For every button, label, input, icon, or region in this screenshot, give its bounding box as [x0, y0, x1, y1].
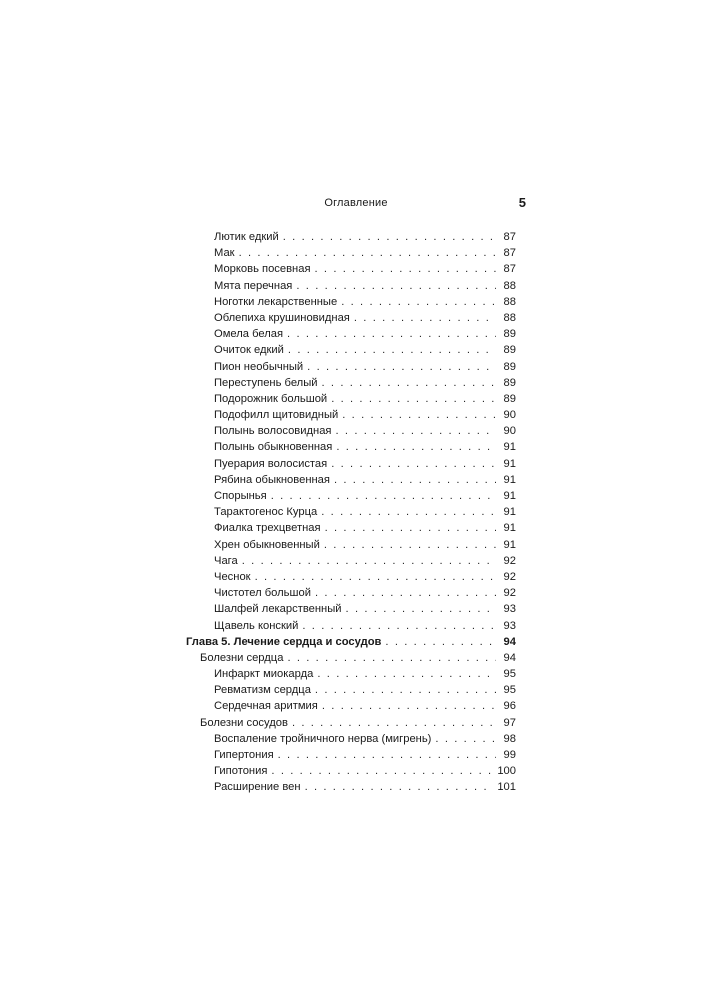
toc-entry-title: Мята перечная: [214, 279, 293, 292]
toc-entry-page: 96: [503, 700, 516, 713]
toc-entry-page: 92: [503, 587, 516, 600]
toc-entry-page: 95: [503, 684, 516, 697]
toc-entry-title: Расширение вен: [214, 781, 301, 794]
toc-item-entry: [186, 423, 516, 439]
header-page-number: 5: [518, 195, 526, 210]
toc-entry-title: Подорожник большой: [214, 392, 328, 405]
toc-entry-title: Переступень белый: [214, 376, 318, 389]
toc-entry-page: 100: [497, 765, 516, 778]
toc-entry-title: Ноготки лекарственные: [214, 295, 338, 308]
dot-leader: [317, 666, 496, 682]
toc-entry-page: 91: [503, 522, 516, 535]
dot-leader: [287, 650, 496, 666]
toc-entry-page: 88: [503, 279, 516, 292]
toc-entry-title: Фиалка трехцветная: [214, 522, 321, 535]
toc-entry-page: 101: [497, 781, 516, 794]
dot-leader: [302, 618, 496, 634]
toc-entry-page: 91: [503, 441, 516, 454]
toc-entry-page: 91: [503, 473, 516, 486]
toc-entry-page: 93: [503, 603, 516, 616]
toc-item-entry: [186, 294, 516, 310]
toc-item-entry: [186, 682, 516, 698]
toc-item-entry: [186, 763, 516, 779]
toc-item-entry: [186, 488, 516, 504]
toc-item-entry: [186, 472, 516, 488]
toc-item-entry: [186, 698, 516, 714]
toc-entry-page: 87: [503, 247, 516, 260]
toc-entry-page: 88: [503, 311, 516, 324]
toc-item-entry: [186, 342, 516, 358]
toc-item-entry: [186, 504, 516, 520]
dot-leader: [271, 763, 493, 779]
toc-item-entry: [186, 245, 516, 261]
toc-entry-page: 89: [503, 344, 516, 357]
toc-entry-title: Гипотония: [214, 765, 268, 778]
dot-leader: [385, 634, 496, 650]
toc-item-entry: [186, 537, 516, 553]
toc-entry-page: 87: [503, 263, 516, 276]
toc-entry-page: 89: [503, 328, 516, 341]
toc-item-entry: [186, 553, 516, 569]
dot-leader: [307, 359, 496, 375]
dot-leader: [305, 779, 494, 795]
toc-entry-title: Полынь обыкновенная: [214, 441, 333, 454]
dot-leader: [283, 229, 496, 245]
toc-entry-title: Щавель конский: [214, 619, 299, 632]
toc-item-entry: [186, 261, 516, 277]
toc-entry-title: Морковь посевная: [214, 263, 311, 276]
dot-leader: [322, 698, 496, 714]
toc-entry-page: 97: [503, 716, 516, 729]
toc-item-entry: [186, 779, 516, 795]
dot-leader: [321, 504, 496, 520]
toc-entry-page: 94: [503, 635, 516, 648]
toc-entry-page: 90: [503, 425, 516, 438]
toc-entry-page: 91: [503, 506, 516, 519]
dot-leader: [324, 537, 496, 553]
toc-entry-title: Чистотел большой: [214, 587, 311, 600]
toc-entry-title: Болезни сосудов: [200, 716, 288, 729]
toc-entry-title: Спорынья: [214, 490, 267, 502]
toc-item-entry: [186, 391, 516, 407]
toc-item-entry: [186, 375, 516, 391]
toc-entry-title: Глава 5. Лечение сердца и сосудов: [186, 635, 382, 648]
toc-item-entry: [186, 618, 516, 634]
toc-entry-page: 89: [503, 376, 516, 389]
dot-leader: [242, 553, 496, 569]
dot-leader: [342, 407, 496, 423]
toc-entry-page: 87: [503, 231, 516, 243]
dot-leader: [271, 488, 496, 504]
toc-item-entry: [186, 585, 516, 601]
dot-leader: [435, 731, 496, 747]
toc-item-entry: [186, 520, 516, 536]
dot-leader: [239, 245, 496, 261]
dot-leader: [336, 439, 496, 455]
dot-leader: [331, 456, 496, 472]
toc-item-entry: [186, 439, 516, 455]
toc-item-entry: [186, 310, 516, 326]
running-header: [186, 195, 526, 215]
toc-entry-title: Инфаркт миокарда: [214, 668, 314, 681]
toc-entry-title: Чеснок: [214, 570, 251, 583]
toc-entry-title: Хрен обыкновенный: [214, 538, 320, 551]
toc-section-entry: [186, 650, 516, 666]
dot-leader: [296, 278, 496, 294]
toc-item-entry: [186, 456, 516, 472]
toc-item-entry: [186, 359, 516, 375]
dot-leader: [325, 520, 496, 536]
toc-entry-title: Ревматизм сердца: [214, 684, 311, 697]
toc-item-entry: [186, 747, 516, 763]
toc-entry-title: Мак: [214, 247, 235, 260]
toc-item-entry: [186, 229, 516, 245]
dot-leader: [354, 310, 496, 326]
toc-entry-page: 98: [503, 732, 516, 745]
toc-entry-page: 89: [503, 392, 516, 405]
toc-entry-page: 89: [503, 360, 516, 373]
toc-entry-title: Воспаление тройничного нерва (мигрень): [214, 732, 432, 745]
dot-leader: [288, 342, 496, 358]
toc-entry-title: Рябина обыкновенная: [214, 473, 330, 486]
toc-entry-page: 91: [503, 457, 516, 470]
dot-leader: [315, 261, 496, 277]
dot-leader: [315, 585, 496, 601]
toc-entry-title: Подофилл щитовидный: [214, 409, 339, 422]
dot-leader: [322, 375, 497, 391]
toc-entry-title: Лютик едкий: [214, 231, 279, 243]
toc-entry-title: Пион необычный: [214, 360, 304, 373]
dot-leader: [341, 294, 496, 310]
toc-entry-title: Облепиха крушиновидная: [214, 311, 350, 324]
dot-leader: [331, 391, 496, 407]
toc-entry-page: 94: [503, 651, 516, 664]
dot-leader: [287, 326, 496, 342]
toc-item-entry: [186, 278, 516, 294]
dot-leader: [334, 472, 496, 488]
toc-entry-title: Полынь волосовидная: [214, 425, 332, 438]
toc-entry-title: Шалфей лекарственный: [214, 603, 342, 616]
toc-entry-title: Тарактогенос Курца: [214, 506, 318, 519]
header-title: Оглавление: [324, 197, 388, 209]
toc-item-entry: [186, 407, 516, 423]
toc-item-entry: [186, 666, 516, 682]
dot-leader: [278, 747, 496, 763]
toc-item-entry: [186, 731, 516, 747]
toc-entry-title: Чага: [214, 554, 238, 567]
toc-entry-title: Сердечная аритмия: [214, 700, 318, 713]
toc-item-entry: [186, 326, 516, 342]
dot-leader: [346, 601, 496, 617]
toc-entry-page: 93: [503, 619, 516, 632]
toc-section-entry: [186, 715, 516, 731]
toc-entry-page: 91: [503, 490, 516, 502]
toc-entry-page: 95: [503, 668, 516, 681]
toc-item-entry: [186, 569, 516, 585]
dot-leader: [336, 423, 497, 439]
table-of-contents: [186, 229, 516, 796]
toc-entry-page: 88: [503, 295, 516, 308]
toc-entry-page: 92: [503, 554, 516, 567]
toc-entry-title: Омела белая: [214, 328, 284, 341]
toc-entry-page: 90: [503, 409, 516, 422]
toc-entry-title: Очиток едкий: [214, 344, 284, 357]
toc-entry-page: 92: [503, 570, 516, 583]
toc-chapter-entry: [186, 634, 516, 650]
toc-entry-title: Гипертония: [214, 749, 274, 761]
dot-leader: [255, 569, 496, 585]
toc-entry-page: 91: [503, 538, 516, 551]
toc-entry-title: Пуерария волосистая: [214, 457, 328, 470]
toc-entry-page: 99: [503, 749, 516, 761]
toc-entry-title: Болезни сердца: [200, 651, 284, 664]
toc-item-entry: [186, 601, 516, 617]
dot-leader: [292, 715, 496, 731]
dot-leader: [315, 682, 496, 698]
